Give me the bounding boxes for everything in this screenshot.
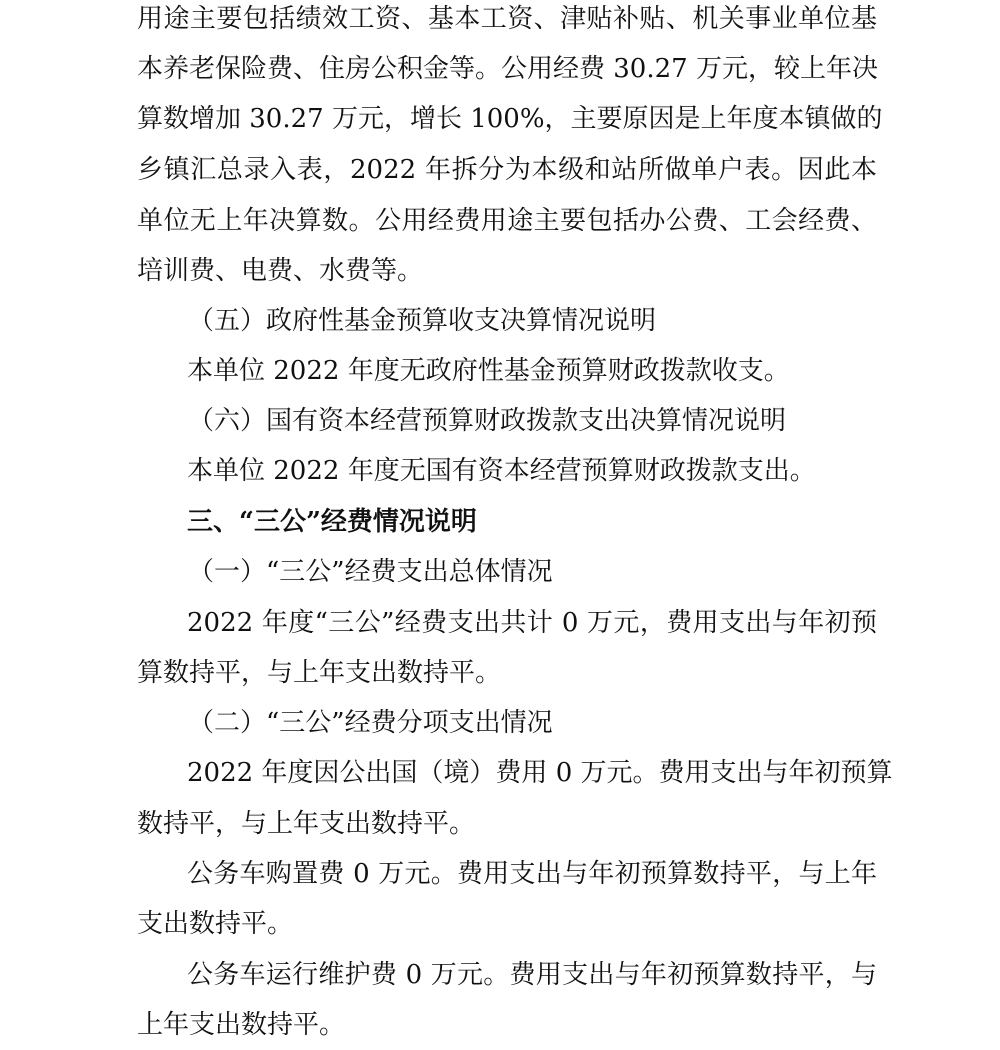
section-subheading: （六）国有资本经营预算财政拨款支出决算情况说明 — [188, 406, 787, 436]
paragraph-line: 算数增加 30.27 万元，增长 100%，主要原因是上年度本镇做的 — [137, 104, 883, 134]
section-heading: 三、“三公”经费情况说明 — [187, 507, 477, 537]
paragraph-line: 单位无上年决算数。公用经费用途主要包括办公费、工会经费、 — [137, 206, 877, 236]
paragraph-line: 本单位 2022 年度无国有资本经营预算财政拨款支出。 — [187, 456, 816, 486]
section-subheading: （五）政府性基金预算收支决算情况说明 — [188, 306, 657, 336]
paragraph-line: 本单位 2022 年度无政府性基金预算财政拨款收支。 — [187, 356, 790, 386]
paragraph-line: 公务车运行维护费 0 万元。费用支出与年初预算数持平，与 — [187, 960, 877, 990]
paragraph-line: 支出数持平。 — [137, 909, 294, 939]
paragraph-line: 上年支出数持平。 — [137, 1010, 346, 1040]
paragraph-line: 乡镇汇总录入表，2022 年拆分为本级和站所做单户表。因此本 — [137, 155, 877, 185]
paragraph-line: 2022 年度“三公”经费支出共计 0 万元，费用支出与年初预 — [187, 608, 877, 638]
paragraph-line: 用途主要包括绩效工资、基本工资、津贴补贴、机关事业单位基 — [137, 4, 877, 34]
paragraph-line: 算数持平，与上年支出数持平。 — [137, 658, 502, 688]
paragraph-line: 本养老保险费、住房公积金等。公用经费 30.27 万元，较上年决 — [137, 54, 878, 84]
paragraph-line: 公务车购置费 0 万元。费用支出与年初预算数持平，与上年 — [187, 859, 877, 889]
paragraph-line: 2022 年度因公出国（境）费用 0 万元。费用支出与年初预算 — [187, 758, 893, 788]
section-subheading: （一）“三公”经费支出总体情况 — [188, 557, 553, 587]
section-subheading: （二）“三公”经费分项支出情况 — [188, 708, 553, 738]
paragraph-line: 培训费、电费、水费等。 — [137, 256, 424, 286]
paragraph-line: 数持平，与上年支出数持平。 — [137, 809, 476, 839]
